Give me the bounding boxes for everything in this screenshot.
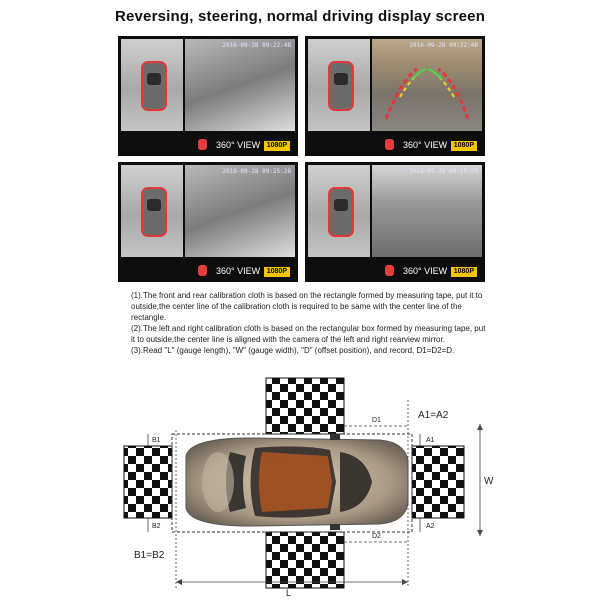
car-top-view <box>186 434 408 530</box>
note-2: (2).The left and right calibration cloth is based on the rectangular box formed by measuring tape, put it to outside,the center line is aligned with the camera of the left and right rearview mirror. <box>131 324 486 344</box>
right-calibration-cloth <box>412 446 464 518</box>
l-label: L <box>286 588 292 598</box>
resolution-badge: 1080P <box>264 267 290 277</box>
calibration-diagram <box>0 360 600 600</box>
birds-eye-view <box>121 165 183 257</box>
w-label: W <box>484 476 494 487</box>
camera-icon <box>198 265 207 276</box>
b1-label: B1 <box>152 437 161 444</box>
car-top-icon <box>141 187 167 237</box>
birds-eye-view <box>308 165 370 257</box>
a1-label: A1 <box>426 437 435 444</box>
display-panel-4 <box>305 162 485 282</box>
car-top-icon <box>328 61 354 111</box>
a2-label: A2 <box>426 523 435 530</box>
view-label: 360° VIEW <box>403 140 448 150</box>
timestamp: 2016-09-28 09:22:48 <box>409 42 478 49</box>
left-calibration-cloth <box>124 446 172 518</box>
camera-view <box>372 165 482 257</box>
camera-view <box>185 39 295 131</box>
camera-icon <box>385 139 394 150</box>
timestamp: 2016-09-28 09:25:28 <box>222 168 291 175</box>
birds-eye-view <box>121 39 183 131</box>
calibration-notes <box>131 290 491 356</box>
resolution-badge: 1080P <box>451 267 477 277</box>
timestamp: 2016-09-28 09:22:48 <box>222 42 291 49</box>
rear-calibration-cloth <box>266 532 344 588</box>
display-panel-1 <box>118 36 298 156</box>
page-title: Reversing, steering, normal driving display screen <box>114 8 486 25</box>
car-top-icon <box>328 187 354 237</box>
a-equation: A1=A2 <box>418 410 449 421</box>
b-equation: B1=B2 <box>134 550 165 561</box>
view-label: 360° VIEW <box>216 266 261 276</box>
camera-view <box>372 39 482 131</box>
d2-label: D2 <box>372 533 381 540</box>
view-label: 360° VIEW <box>216 140 261 150</box>
b2-label: B2 <box>152 523 161 530</box>
note-1: (1).The front and rear calibration cloth is based on the rectangle formed by measuring tape, put it to outside,the center line of the calibration cloth is required to be same with the center line of the rectangle. <box>131 291 483 322</box>
display-panel-3 <box>118 162 298 282</box>
car-top-icon <box>141 61 167 111</box>
display-panel-2 <box>305 36 485 156</box>
resolution-badge: 1080P <box>264 141 290 151</box>
resolution-badge: 1080P <box>451 141 477 151</box>
view-label: 360° VIEW <box>403 266 448 276</box>
birds-eye-view <box>308 39 370 131</box>
d1-label: D1 <box>372 417 381 424</box>
front-calibration-cloth <box>266 378 344 434</box>
camera-view <box>185 165 295 257</box>
parking-guide-lines <box>372 39 482 131</box>
timestamp: 2016-09-28 09:25:28 <box>409 168 478 175</box>
camera-icon <box>198 139 207 150</box>
camera-icon <box>385 265 394 276</box>
note-3: (3).Read "L" (gauge length), "W" (gauge width), "D" (offset position), and record, D1=D2=D. <box>131 346 455 355</box>
